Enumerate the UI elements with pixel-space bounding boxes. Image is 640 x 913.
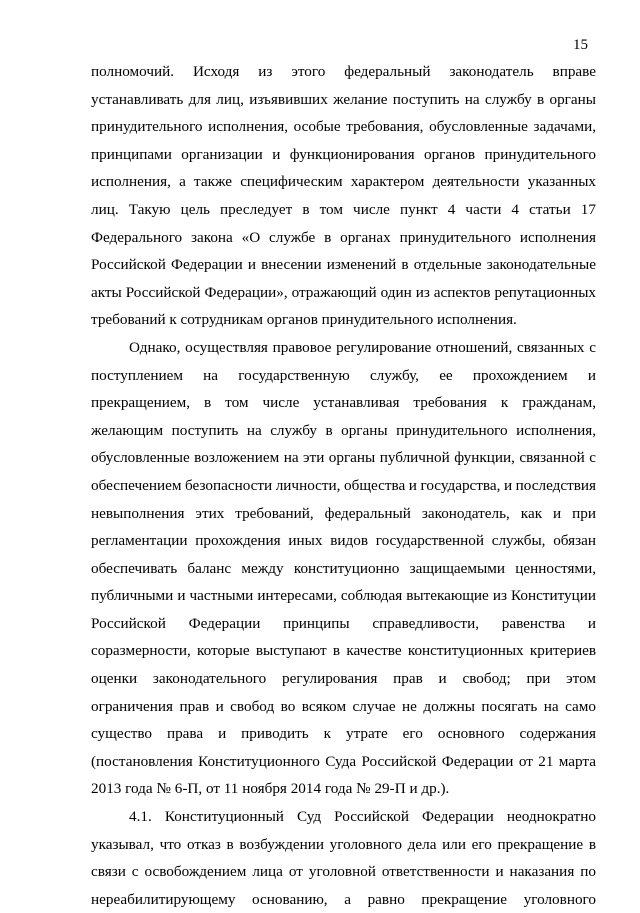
text-line: принципами организации и функционирования органов принудительного [91, 145, 596, 163]
text-line: обеспечением безопасности личности, общества и государства, и последствия [91, 476, 596, 494]
text-line: 2013 года № 6-П, от 11 ноября 2014 года № 29-П и др.). [91, 780, 450, 798]
text-line: желающим поступить на службу в органы принудительного исполнения, [91, 421, 596, 439]
text-line: Федерального закона «О службе в органах принудительного исполнения [91, 228, 596, 246]
text-line: указывал, что отказ в возбуждении уголовного дела или его прекращение в [91, 835, 596, 853]
text-line: регламентации прохождения иных видов государственной службы, обязан [91, 532, 596, 550]
text-line: Российской Федерации и внесении изменений в отдельные законодательные [91, 256, 596, 274]
text-line: оценки законодательного регулирования прав и свобод; при этом [91, 670, 596, 688]
text-line: связи с освобождением лица от уголовной ответственности и наказания по [91, 863, 596, 881]
text-line: принудительного исполнения, особые требования, обусловленные задачами, [91, 118, 596, 136]
text-line: устанавливать для лиц, изъявивших желание поступить на службу в органы [91, 90, 596, 108]
text-line: невыполнения этих требований, федеральный законодатель, как и при [91, 504, 596, 522]
text-line: поступлением на государственную службу, ее прохождением и [91, 366, 596, 384]
text-line: требований к сотрудникам органов принудительного исполнения. [91, 311, 517, 329]
text-line: (постановления Конституционного Суда Российской Федерации от 21 марта [91, 752, 596, 770]
text-line: нереабилитирующему основанию, а равно прекращение уголовного [91, 890, 596, 908]
text-line: исполнения, а также специфическим характером деятельности указанных [91, 173, 596, 191]
text-line: полномочий. Исходя из этого федеральный законодатель вправе [91, 63, 596, 80]
body-text [91, 58, 596, 913]
text-line: соразмерности, которые выступают в качестве конституционных критериев [91, 642, 596, 660]
text-line: существо права и приводить к утрате его основного содержания [91, 725, 596, 743]
page-number: 15 [573, 37, 588, 53]
text-line: прекращением, в том числе устанавливая требования к гражданам, [91, 394, 596, 412]
text-line: ограничения прав и свобод во всяком случае не должны посягать на само [91, 697, 596, 715]
text-line: лиц. Такую цель преследует в том числе пункт 4 части 4 статьи 17 [91, 200, 596, 218]
text-line: акты Российской Федерации», отражающий один из аспектов репутационных [91, 283, 596, 301]
text-line: Российской Федерации принципы справедливости, равенства и [91, 614, 596, 632]
text-line: Однако, осуществляя правовое регулирование отношений, связанных с [129, 338, 596, 356]
text-line: публичными и частными интересами, соблюдая вытекающие из Конституции [91, 587, 596, 605]
text-line: 4.1. Конституционный Суд Российской Федерации неоднократно [129, 808, 596, 826]
text-line: обеспечивать баланс между конституционно защищаемыми ценностями, [91, 559, 596, 577]
text-line: обусловленные возложением на эти органы публичной функции, связанной с [91, 449, 596, 467]
